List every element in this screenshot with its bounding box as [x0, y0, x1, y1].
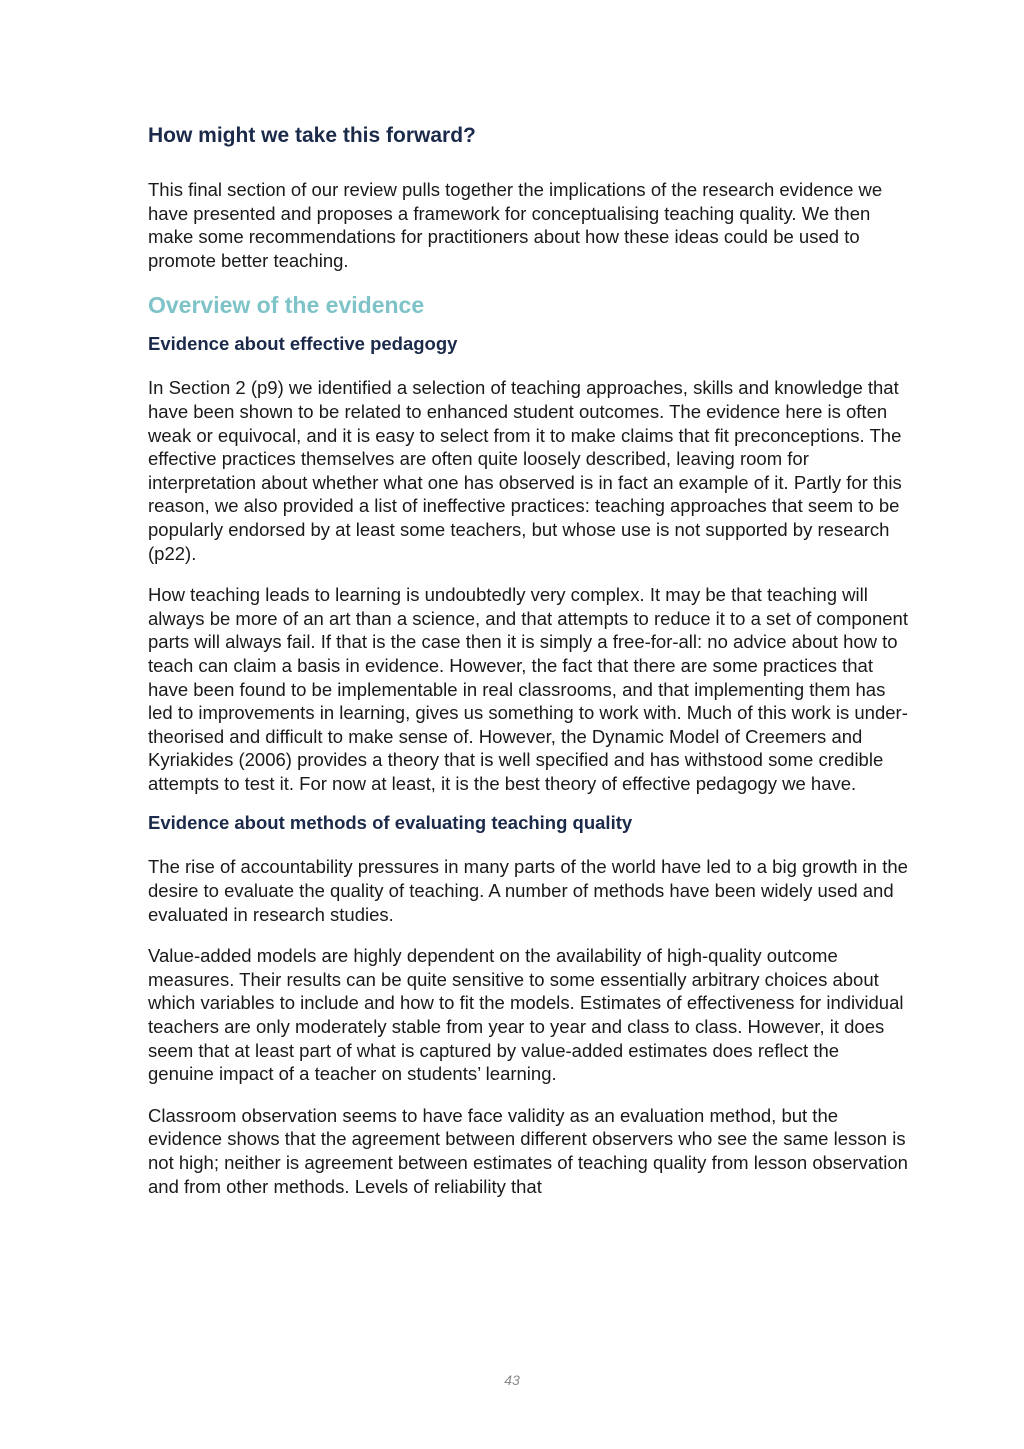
body-paragraph: Classroom observation seems to have face validity as an evaluation method, but the evidence shows that the agreement between different observers who see the same lesson is not high; neither is agreement between estimates of teaching quality from lesson observation and from other methods. Levels of reliability that — [148, 1104, 908, 1197]
page-heading: How might we take this forward? — [148, 124, 476, 147]
body-paragraph: How teaching leads to learning is undoubtedly very complex. It may be that teaching will always be more of an art than a science, and that attempts to reduce it to a set of component parts will always fail. If that is the case then it is simply a free-for-all: no advice about how to teach can claim a basis in evidence. However, the fact that there are some practices that have been found to be implementable in real classrooms, and that implementing them has led to improvements in learning, gives us something to work with. Much of this work is under-theorised and difficult to make sense of. However, the Dynamic Model of Creemers and Kyriakides (2006) provides a theory that is well specified and has withstood some credible attempts to test it. For now at least, it is the best theory of effective pedagogy we have. — [148, 584, 908, 794]
document-page — [148, 122, 908, 1216]
body-paragraph: The rise of accountability pressures in many parts of the world have led to a big growth in the desire to evaluate the quality of teaching. A number of methods have been widely used and evaluated in research studies. — [148, 856, 908, 925]
intro-paragraph: This final section of our review pulls together the implications of the research evidence we have presented and proposes a framework for conceptualising teaching quality. We then make some recommendations for practitioners about how these ideas could be used to promote better teaching. — [148, 179, 883, 271]
section-title: Overview of the evidence — [148, 292, 425, 319]
subsection-title-pedagogy: Evidence about effective pedagogy — [148, 333, 458, 355]
body-paragraph: Value-added models are highly dependent on the availability of high-quality outcome measures. Their results can be quite sensitive to some essentially arbitrary choices about which variables to include and how to fit the models. Estimates of effectiveness for individual teachers are only moderately stable from year to year and class to class. However, it does seem that at least part of what is captured by value-added estimates does reflect the genuine impact of a teacher on students’ learning. — [148, 945, 904, 1085]
subsection-title-evaluation: Evidence about methods of evaluating teaching quality — [148, 812, 633, 834]
page-number: 43 — [504, 1372, 520, 1388]
body-paragraph: In Section 2 (p9) we identified a selection of teaching approaches, skills and knowledge that have been shown to be related to enhanced student outcomes. The evidence here is often weak or equivocal, and it is easy to select from it to make claims that fit preconceptions. The effective practices themselves are often quite loosely described, leaving room for interpretation about whether what one has observed is in fact an example of it. Partly for this reason, we also provided a list of ineffective practices: teaching approaches that seem to be popularly endorsed by at least some teachers, but whose use is not supported by research (p22). — [148, 377, 902, 564]
